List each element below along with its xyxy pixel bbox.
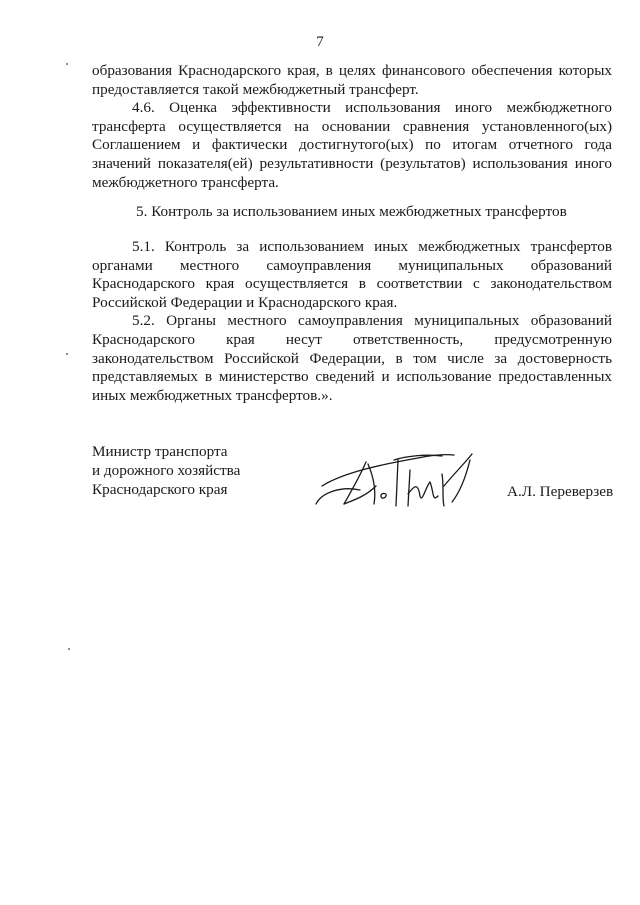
section-heading: 5. Контроль за использованием иных межбюджетных трансфертов (136, 203, 567, 220)
signatory-name: А.Л. Переверзев (507, 483, 614, 500)
paragraph-4-6: 4.6. Оценка эффективности использования иного межбюджетного трансферта осуществляется на основании сравнения установленного(ых) Соглашением и фактически достигнутого(ых) по итогам отчетного года значений показателя(ей) результативности (результатов) использования иного межбюджетного трансферта. (92, 99, 612, 191)
margin-dot (68, 648, 70, 650)
page-number: 7 (316, 34, 324, 50)
paragraph-continuation: образования Краснодарского края, в целях финансового обеспечения которых предоставляется такой межбюджетный трансферт. (92, 62, 612, 98)
margin-dot (66, 353, 68, 355)
section-5-text (92, 238, 612, 405)
handwritten-signature-icon (314, 446, 486, 516)
section-4-text (92, 62, 612, 192)
paragraph-5-1: 5.1. Контроль за использованием иных межбюджетных трансфертов органами местного самоуправления муниципальных образований Краснодарского края осуществляется в соответствии с законодательством Российской Федерации и Краснодарского края. (92, 238, 612, 311)
signatory-title-line: и дорожного хозяйства (92, 462, 241, 479)
paragraph-5-2: 5.2. Органы местного самоуправления муниципальных образований Краснодарского края несут ответственность, предусмотренную законодательством Российской Федерации, в том числе за достоверность представляемых в министерство сведений и использование предоставленных иных межбюджетных трансфертов.». (92, 312, 612, 404)
signatory-title-line: Министр транспорта (92, 443, 228, 460)
margin-dot (66, 63, 68, 65)
signatory-title-line: Краснодарского края (92, 481, 228, 498)
section-5-heading-block (92, 203, 612, 222)
signatory-title (92, 442, 240, 499)
